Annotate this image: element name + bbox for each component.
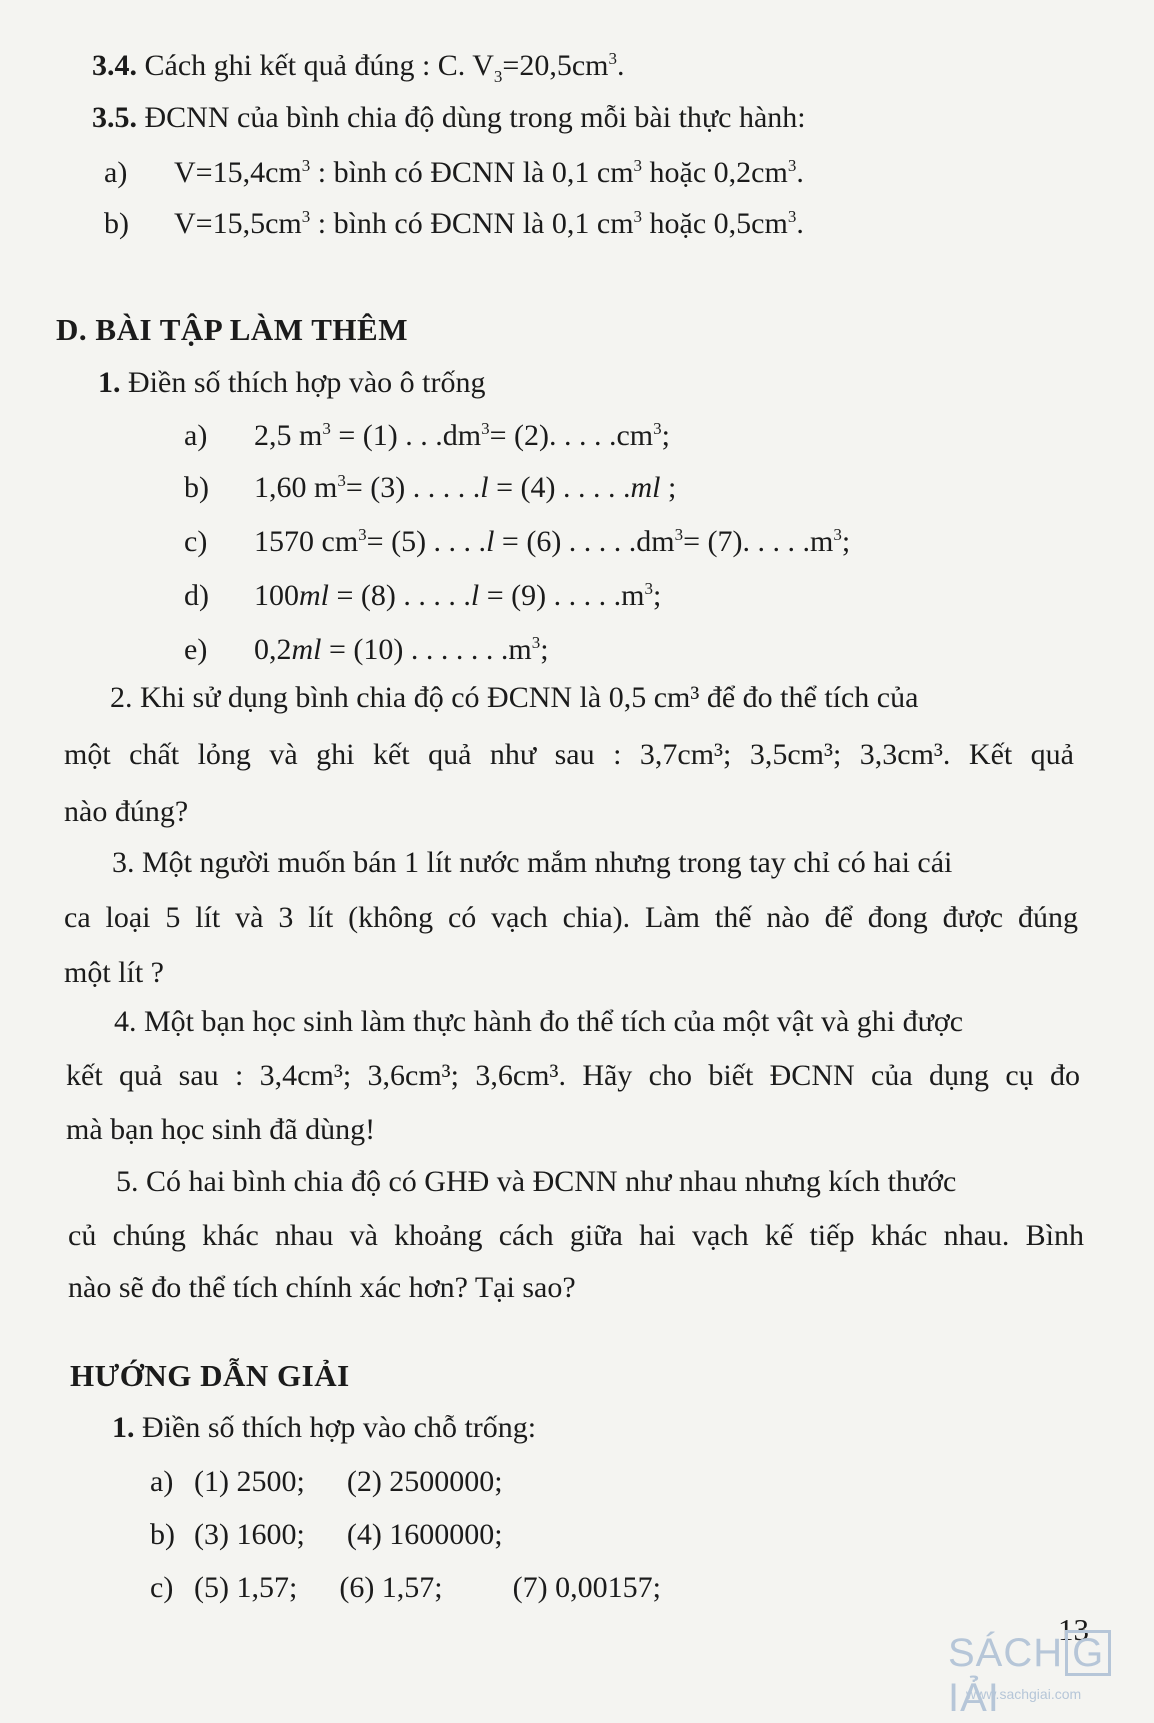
exercise-5-line-1: 5. Có hai bình chia độ có GHĐ và ĐCNN như nhau nhưng kích thước — [116, 1165, 957, 1198]
exercise-3-line-1: 3. Một người muốn bán 1 lít nước mắm nhưng trong tay chỉ có hai cái — [112, 846, 953, 879]
exercise-2-line-2: một chất lỏng và ghi kết quả như sau : 3,7cm³; 3,5cm³; 3,3cm³. Kết quả — [64, 738, 1074, 771]
item-number: 3.5. — [92, 101, 137, 134]
exercise-3-line-2: ca loại 5 lít và 3 lít (không có vạch chia). Làm thế nào để đong được đúng — [64, 901, 1078, 934]
solution-1-c: c) (5) 1,57; (6) 1,57; (7) 0,00157; — [150, 1571, 661, 1604]
answer-3-5: 3.5. ĐCNN của bình chia độ dùng trong mỗi bài thực hành: — [92, 101, 806, 134]
exercise-3-line-3: một lít ? — [64, 956, 164, 989]
exercise-2-line-1: 2. Khi sử dụng bình chia độ có ĐCNN là 0,5 cm³ để đo thể tích của — [110, 681, 919, 714]
watermark-brand: SÁCH GIẢI — [948, 1630, 1148, 1721]
exercise-4-line-2: kết quả sau : 3,4cm³; 3,6cm³; 3,6cm³. Hãy cho biết ĐCNN của dụng cụ đo — [66, 1059, 1080, 1092]
exercise-5-line-2: củ chúng khác nhau và khoảng cách giữa hai vạch kế tiếp khác nhau. Bình — [68, 1219, 1084, 1252]
answer-3-5-b: b) $V=15,5cm^3$ : bình có ĐCNN là 0,1 $cm^3$ hoặc $0,5cm^3$. — [104, 207, 804, 240]
solution-1-b: b) (3) 1600; (4) 1600000; — [150, 1518, 503, 1551]
exercise-4-line-1: 4. Một bạn học sinh làm thực hành đo thể tích của một vật và ghi được — [114, 1005, 964, 1038]
exercise-5-line-3: nào sẽ đo thể tích chính xác hơn? Tại sao? — [68, 1271, 576, 1304]
section-heading: D. BÀI TẬP LÀM THÊM — [56, 312, 408, 347]
section-heading: HƯỚNG DẪN GIẢI — [70, 1358, 350, 1393]
exercise-1-d: d) 100ml = (8) . . . . .l = (9) . . . . $.m^3$; — [184, 579, 662, 612]
watermark-logo — [948, 1620, 1148, 1720]
watermark-url: www.sachgiai.com — [966, 1686, 1082, 1702]
solution-1: 1. Điền số thích hợp vào chỗ trống: — [112, 1411, 537, 1444]
answer-3-5-a: a) $V=15,4cm^3$ : bình có ĐCNN là 0,1 $cm^3$ hoặc $0,2cm^3$. — [104, 156, 804, 189]
answer-3-4: 3.4. Cách ghi kết quả đúng : C. $V_3=20,5cm^3$. — [92, 49, 625, 86]
exercise-4-line-3: mà bạn học sinh đã dùng! — [66, 1113, 376, 1146]
page-number: 13 — [1058, 1612, 1089, 1647]
exercise-1-b: b) 1,60 $m^3= (3)$ . . . . .l = (4) . . . . .ml ; — [184, 471, 677, 504]
solution-1-a: a) (1) 2500; (2) 2500000; — [150, 1465, 503, 1498]
exercise-1-a: a) 2,5 $m^3 = (1)$ . . $.dm^3= (2)$. . . . $.cm^3$; — [184, 419, 670, 452]
exercise-1-c: c) 1570 $cm^3= (5)$ . . . .l = (6) . . . . $.dm^3= (7)$. . . . $.m^3$; — [184, 525, 851, 558]
exercise-2-line-3: nào đúng? — [64, 795, 189, 828]
exercise-1: 1. Điền số thích hợp vào ô trống — [98, 366, 486, 399]
exercise-1-e: e) 0,2ml = (10) . . . . . . $.m^3$; — [184, 633, 549, 666]
item-number: 3.4. — [92, 49, 137, 82]
